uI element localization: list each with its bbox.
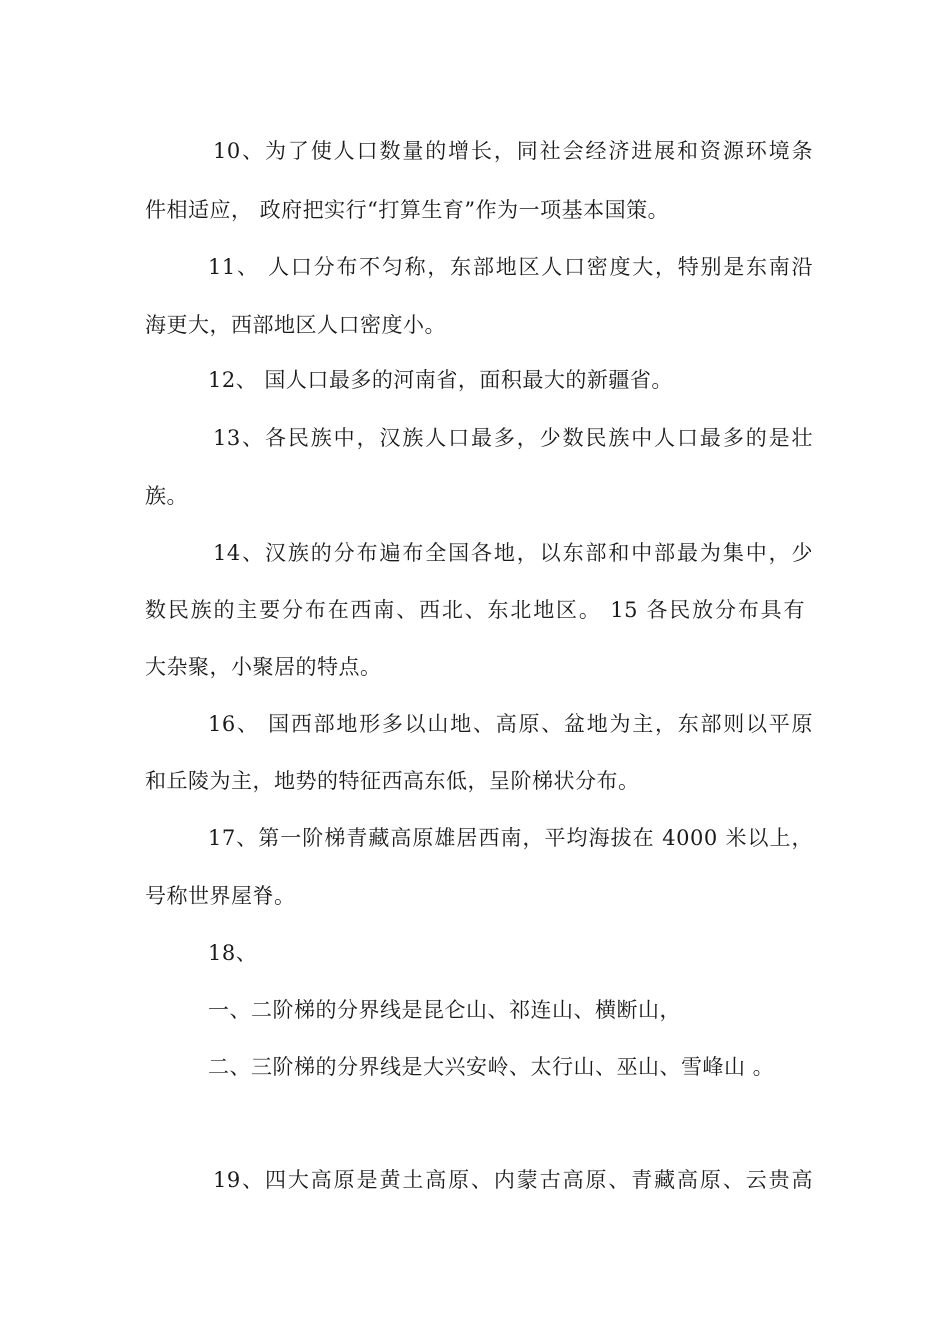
paragraph-14-line-3: 大杂聚，小聚居的特点。 [145, 655, 382, 679]
paragraph-18-line-3: 二、三阶梯的分界线是大兴安岭、太行山、巫山、雪峰山 。 [208, 1055, 775, 1079]
paragraph-14-line-1: 14、汉族的分布遍布全国各地，以东部和中部最为集中，少 [213, 541, 813, 565]
paragraph-12-line-1: 12、 国人口最多的河南省，面积最大的新疆省。 [208, 368, 673, 392]
paragraph-17-line-1: 17、第一阶梯青藏高原雄居西南，平均海拔在 4000 米以上， [208, 826, 813, 850]
paragraph-13-line-2: 族。 [145, 484, 188, 508]
paragraph-11-line-1: 11、 人口分布不匀称，东部地区人口密度大，特别是东南沿 [208, 255, 813, 279]
paragraph-19-line-1: 19、四大高原是黄土高原、内蒙古高原、青藏高原、云贵高 [213, 1168, 813, 1192]
paragraph-14-line-2: 数民族的主要分布在西南、西北、东北地区。 15 各民放分布具有 [145, 598, 805, 622]
paragraph-16-line-2: 和丘陵为主，地势的特征西高东低，呈阶梯状分布。 [145, 769, 640, 793]
paragraph-18-line-2: 一、二阶梯的分界线是昆仑山、祁连山、横断山， [208, 998, 681, 1022]
paragraph-17-line-2: 号称世界屋脊。 [145, 884, 296, 908]
paragraph-18-line-1: 18、 [208, 941, 258, 965]
paragraph-10-line-1: 10、为了使人口数量的增长，同社会经济进展和资源环境条 [213, 139, 813, 163]
paragraph-10-line-2: 件相适应， 政府把实行“打算生育”作为一项基本国策。 [145, 198, 670, 222]
paragraph-13-line-1: 13、各民族中，汉族人口最多，少数民族中人口最多的是壮 [213, 426, 813, 450]
paragraph-11-line-2: 海更大，西部地区人口密度小。 [145, 313, 446, 337]
paragraph-16-line-1: 16、 国西部地形多以山地、高原、盆地为主，东部则以平原 [208, 712, 813, 736]
